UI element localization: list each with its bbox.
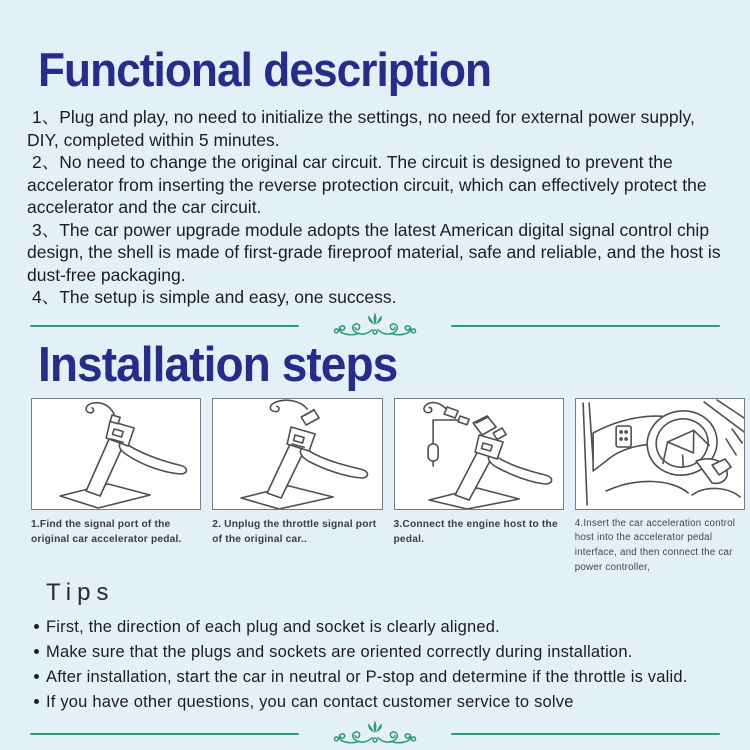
- divider-line-left: [30, 325, 299, 327]
- functional-item-2: 2、No need to change the original car circuit. The circuit is designed to prevent the accelerator from inserting the reverse protection circuit, which can effectively protect the accelerator and the car circuit.: [27, 152, 707, 217]
- dashboard-steering-wheel-illustration: [576, 399, 744, 509]
- functional-item-1: 1、Plug and play, no need to initialize the settings, no need for external power supply, DIY, completed within 5 minutes.: [27, 107, 695, 150]
- pedal-signal-port-illustration: [32, 399, 200, 509]
- pedal-engine-host-illustration: [395, 399, 563, 509]
- tip-item-2: Make sure that the plugs and sockets are oriented correctly during installation.: [34, 640, 750, 665]
- step-1-image: [31, 398, 201, 510]
- installation-steps: [31, 398, 745, 576]
- functional-item-4: 4、The setup is simple and easy, one success.: [32, 287, 397, 307]
- step-1: [31, 398, 201, 576]
- step-4-caption: 4.Insert the car acceleration control host into the accelerator pedal interface, and then connect the car power controller,: [574, 517, 736, 573]
- functional-title: Functional description: [38, 43, 492, 96]
- step-4: [575, 398, 745, 576]
- step-4-image: [575, 398, 745, 510]
- pedal-unplugged-connector-illustration: [213, 399, 381, 509]
- installation-title: Installation steps: [38, 337, 398, 392]
- step-3: [394, 398, 564, 576]
- flourish-ornament-icon: [301, 311, 449, 341]
- tips-title: Tips: [46, 579, 115, 607]
- functional-item-3: 3、The car power upgrade module adopts the latest American digital signal control chip design, the shell is made of first-grade fireproof material, safe and reliable, and the host is dust-free packaging.: [27, 219, 721, 285]
- divider-line-left: [30, 733, 299, 735]
- tip-item-3: After installation, start the car in neutral or P-stop and determine if the throttle is valid.: [34, 665, 750, 690]
- tip-item-1: First, the direction of each plug and socket is clearly aligned.: [34, 615, 750, 640]
- functional-list: [27, 106, 726, 309]
- divider-line-right: [451, 733, 720, 735]
- flourish-ornament-icon: [301, 719, 449, 749]
- divider-line-right: [451, 325, 720, 327]
- step-1-caption: 1.Find the signal port of the original car accelerator pedal.: [31, 518, 182, 545]
- step-2-image: [212, 398, 382, 510]
- step-2: [212, 398, 382, 576]
- section-divider-bottom: [30, 719, 720, 749]
- step-3-caption: 3.Connect the engine host to the pedal.: [393, 518, 558, 545]
- tips-list: [34, 615, 750, 715]
- step-2-caption: 2. Unplug the throttle signal port of the original car..: [212, 518, 377, 545]
- tip-item-4: If you have other questions, you can contact customer service to solve: [34, 690, 750, 715]
- section-divider-top: [30, 311, 720, 341]
- step-3-image: [394, 398, 564, 510]
